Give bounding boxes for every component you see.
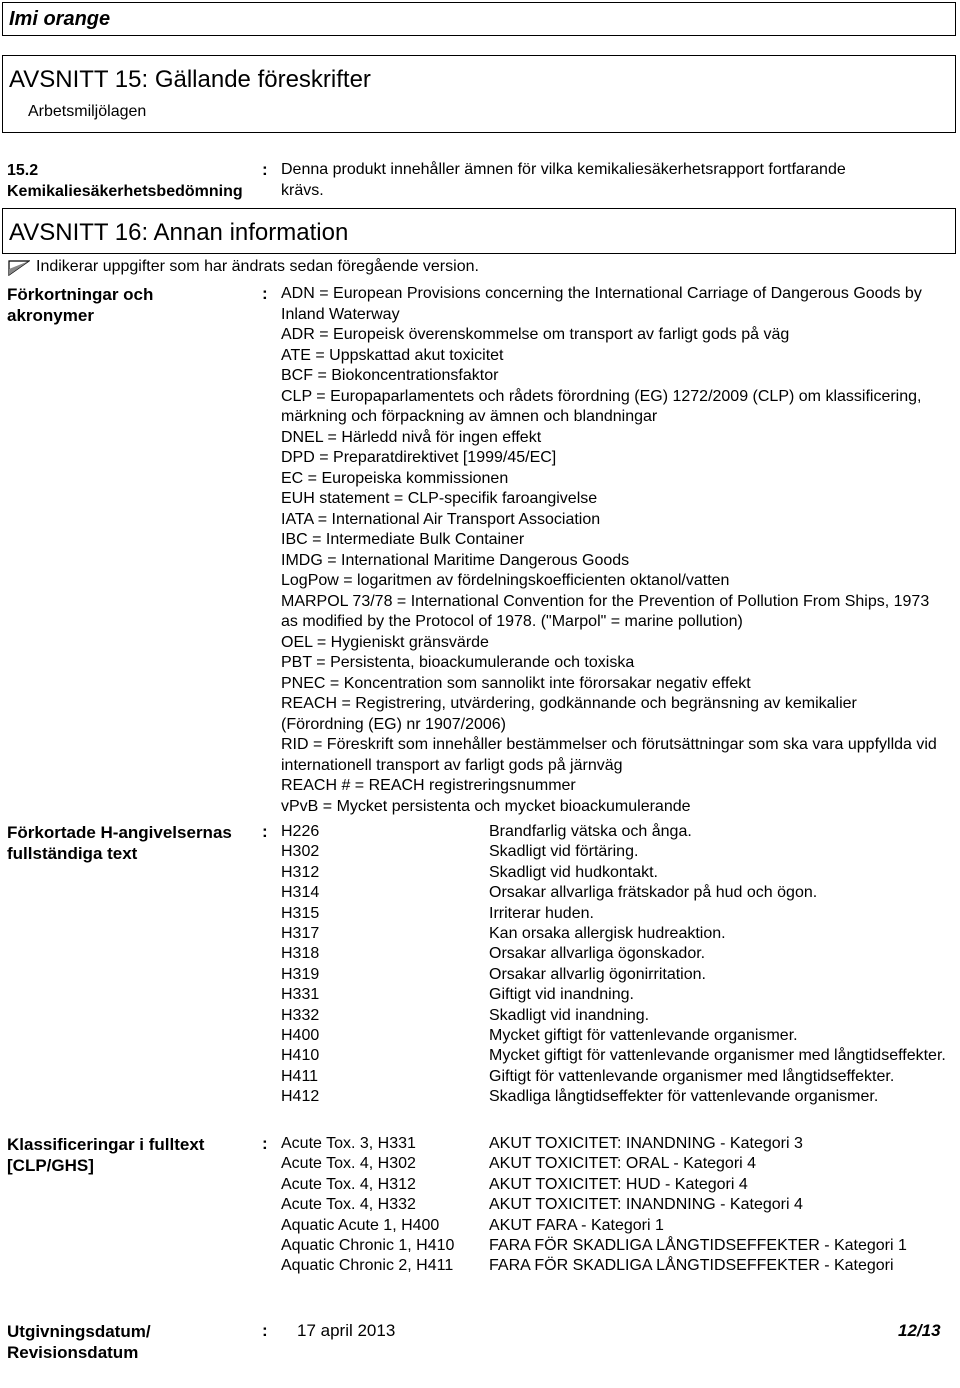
classification-row: [281, 1175, 949, 1195]
classification-row: [281, 1216, 949, 1236]
footer-date-value: 17 april 2013: [297, 1321, 396, 1340]
h-statement-row: [281, 1046, 949, 1066]
classification-row-code: Acute Tox. 4, H302: [281, 1155, 416, 1173]
h-statement-row-text: Kan orsaka allergisk hudreaktion.: [489, 925, 726, 943]
abbreviation-item: EC = Europeiska kommissionen: [281, 469, 509, 487]
abbreviation-item: BCF = Biokoncentrationsfaktor: [281, 367, 499, 384]
classification-row-code: Acute Tox. 3, H331: [281, 1135, 416, 1152]
h-statements-list: [281, 822, 949, 1108]
h-statement-row-text: Orsakar allvarlig ögonirritation.: [489, 965, 706, 983]
classification-row-code: Aquatic Chronic 2, H411: [281, 1257, 454, 1275]
abbreviation-item: REACH # = REACH registreringsnummer: [281, 777, 576, 794]
classification-row-code: Aquatic Acute 1, H400: [281, 1216, 440, 1234]
h-statement-row-text: Brandfarlig vätska och ånga.: [489, 823, 692, 840]
h-statement-row: [281, 822, 949, 842]
product-title-box: [2, 2, 956, 36]
section-16-header: [2, 208, 956, 254]
h-statement-row: [281, 985, 949, 1005]
abbreviation-item: EUH statement = CLP-specifik faroangivelse: [281, 490, 598, 507]
h-statement-row: [281, 863, 949, 883]
abbreviation-item: IATA = International Air Transport Association: [281, 510, 601, 528]
abbreviation-item: RID = Föreskrift som innehåller bestämmelser och förutsättningar som ska vara uppfyllda vid internationell transport av farligt gods på järnväg: [281, 736, 937, 774]
h-statement-row-code: H314: [281, 884, 320, 902]
page-number: 12/13: [898, 1321, 941, 1340]
classification-row-text: FARA FÖR SKADLIGA LÅNGTIDSEFFEKTER - Kategori 1: [489, 1237, 907, 1255]
h-statement-row: [281, 1006, 949, 1026]
h-statement-row-code: H302: [281, 843, 320, 861]
abbreviation-item: vPvB = Mycket persistenta och mycket bioackumulerande: [281, 797, 691, 815]
abbreviation-item: REACH = Registrering, utvärdering, godkännande och begränsning av kemikalier (Förordning (EG) nr 1907/2006): [281, 695, 857, 733]
h-statement-row-code: H315: [281, 904, 320, 922]
h-statement-row-text: Skadligt vid hudkontakt.: [489, 863, 658, 881]
footer-date-label: Utgivningsdatum/ Revisionsdatum: [7, 1322, 151, 1362]
abbreviation-item: OEL = Hygieniskt gränsvärde: [281, 633, 489, 651]
h-statement-row: [281, 883, 949, 903]
abbreviation-item: IBC = Intermediate Bulk Container: [281, 531, 525, 548]
h-statement-row-text: Skadligt vid inandning.: [489, 1006, 650, 1024]
h-statement-row-text: Skadligt vid förtäring.: [489, 843, 639, 861]
classification-row-code: Acute Tox. 4, H312: [281, 1175, 416, 1193]
abbreviation-item: ADR = Europeisk överenskommelse om transport av farligt gods på väg: [281, 326, 790, 343]
label-colon: :: [262, 160, 268, 179]
h-statement-row-text: Mycket giftigt för vattenlevande organismer med långtidseffekter.: [489, 1047, 946, 1065]
abbreviation-item: DNEL = Härledd nivå för ingen effekt: [281, 428, 542, 446]
h-statement-row-code: H317: [281, 925, 320, 943]
abbreviation-item: MARPOL 73/78 = International Convention for the Prevention of Pollution From Ships, 1973 as modified by the Protocol of 1978. ("Marpol" = marine pollution): [281, 592, 930, 630]
label-colon: :: [262, 822, 268, 841]
h-statement-row-text: Giftigt för vattenlevande organismer med långtidseffekter.: [489, 1067, 895, 1085]
h-statement-row: [281, 904, 949, 924]
section-15-header: [2, 55, 956, 133]
h-statement-row-text: Giftigt vid inandning.: [489, 986, 634, 1004]
chemical-safety-assessment-value: Denna produkt innehåller ämnen för vilka kemikaliesäkerhetsrapport fortfarande krävs.: [281, 161, 846, 199]
abbreviation-item: PNEC = Koncentration som sannolikt inte förorsakar negativ effekt: [281, 674, 751, 692]
h-statement-row-code: H312: [281, 863, 320, 881]
h-statement-row: [281, 944, 949, 964]
abbreviation-item: LogPow = logaritmen av fördelningskoefficienten oktanol/vatten: [281, 572, 730, 589]
h-statement-row-code: H412: [281, 1088, 320, 1106]
classifications-list: [281, 1134, 949, 1277]
h-statement-row: [281, 1026, 949, 1046]
classification-row-text: AKUT TOXICITET: ORAL - Kategori 4: [489, 1155, 757, 1173]
classification-row: [281, 1195, 949, 1215]
section-16-heading: AVSNITT 16: Annan information: [9, 219, 349, 246]
section-15-heading: AVSNITT 15: Gällande föreskrifter: [9, 66, 371, 93]
classification-row: [281, 1256, 949, 1276]
classification-row-text: AKUT TOXICITET: INANDNING - Kategori 4: [489, 1196, 803, 1214]
h-statement-row-text: Orsakar allvarliga ögonskador.: [489, 945, 706, 963]
section-15-subheading: Arbetsmiljölagen: [28, 103, 147, 120]
h-statement-row: [281, 965, 949, 985]
classification-row: [281, 1134, 949, 1154]
product-name: Imi orange: [9, 8, 111, 30]
h-statements-label: Förkortade H-angivelsernas fullständiga text: [7, 823, 232, 863]
abbreviations-label: Förkortningar och akronymer: [7, 285, 154, 325]
abbreviation-item: IMDG = International Maritime Dangerous Goods: [281, 551, 630, 569]
h-statement-row: [281, 842, 949, 862]
h-statement-row-code: H332: [281, 1006, 320, 1024]
classification-row: [281, 1236, 949, 1256]
abbreviation-item: ADN = European Provisions concerning the International Carriage of Dangerous Goods by Inland Waterway: [281, 285, 922, 323]
classification-row-code: Acute Tox. 4, H332: [281, 1196, 416, 1214]
h-statement-row-text: Skadliga långtidseffekter för vattenlevande organismer.: [489, 1088, 879, 1106]
classification-row-text: AKUT TOXICITET: HUD - Kategori 4: [489, 1175, 748, 1193]
h-statement-row-code: H318: [281, 945, 320, 963]
classification-row-text: FARA FÖR SKADLIGA LÅNGTIDSEFFEKTER - Kategori: [489, 1257, 894, 1275]
abbreviation-item: CLP = Europaparlamentets och rådets förordning (EG) 1272/2009 (CLP) om klassificering, märkning och förpackning av ämnen och blandningar: [281, 387, 922, 425]
h-statement-row-text: Mycket giftigt för vattenlevande organismer.: [489, 1027, 798, 1045]
h-statement-row-code: H319: [281, 965, 320, 983]
abbreviation-item: PBT = Persistenta, bioackumulerande och toxiska: [281, 654, 635, 671]
label-colon: :: [262, 1134, 268, 1153]
h-statement-row-text: Irriterar huden.: [489, 904, 594, 922]
h-statement-row: [281, 1067, 949, 1087]
chemical-safety-assessment-label: 15.2 Kemikaliesäkerhetsbedömning: [7, 162, 243, 200]
classification-row-text: AKUT FARA - Kategori 1: [489, 1216, 664, 1234]
h-statement-row-text: Orsakar allvarliga frätskador på hud och ögon.: [489, 884, 818, 902]
h-statement-row-code: H411: [281, 1067, 319, 1085]
h-statement-row: [281, 924, 949, 944]
h-statement-row-code: H400: [281, 1027, 320, 1045]
classification-row-code: Aquatic Chronic 1, H410: [281, 1237, 455, 1255]
classifications-label: Klassificeringar i fulltext [CLP/GHS]: [7, 1135, 205, 1175]
h-statement-row-code: H410: [281, 1047, 320, 1065]
label-colon: :: [262, 1321, 268, 1340]
classification-row-text: AKUT TOXICITET: INANDNING - Kategori 3: [489, 1135, 803, 1152]
classification-row: [281, 1154, 949, 1174]
h-statement-row-code: H331: [281, 986, 320, 1004]
label-colon: :: [262, 284, 268, 303]
changed-notice: Indikerar uppgifter som har ändrats sedan föregående version.: [36, 258, 479, 275]
abbreviation-item: ATE = Uppskattad akut toxicitet: [281, 346, 504, 364]
h-statement-row: [281, 1087, 949, 1107]
h-statement-row-code: H226: [281, 823, 320, 840]
changed-indicator-icon: [8, 260, 30, 276]
abbreviations-list: [281, 284, 941, 817]
abbreviation-item: DPD = Preparatdirektivet [1999/45/EC]: [281, 449, 557, 466]
